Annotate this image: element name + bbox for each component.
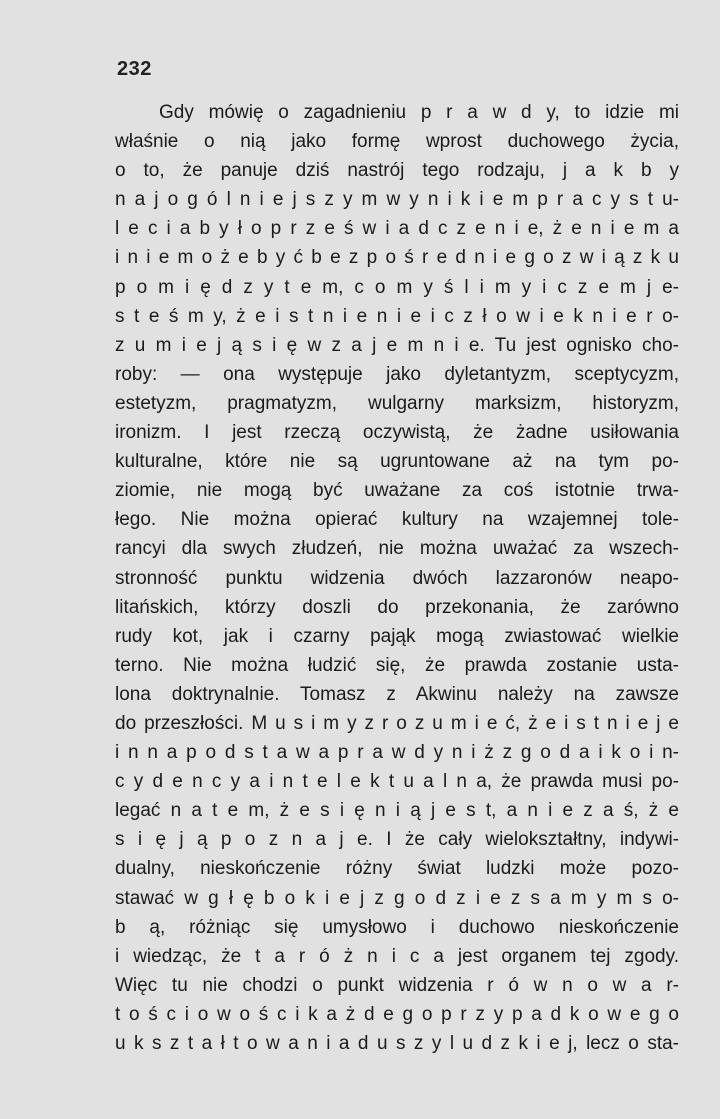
text-line: b ą, różniąc się umysłowo i duchowo nieskończenie [115, 916, 679, 938]
text-line: Więc tu nie chodzi o punkt widzenia r ó w n o w a r- [115, 974, 679, 996]
text-line: estetyzm, pragmatyzm, wulgarny marksizm, historyzm, [115, 392, 679, 414]
text-line: terno. Nie można łudzić się, że prawda zostanie usta- [115, 654, 679, 676]
body-text [115, 98, 679, 1058]
text-line: t o ś c i o w o ś c i k a ż d e g o p r z y p a d k o w e g o [115, 1003, 679, 1025]
text-line: legać n a t e m, ż e s i ę n i ą j e s t, a n i e z a ś, ż e [115, 800, 679, 822]
text-line: stronność punktu widzenia dwóch lazzaronów neapo- [115, 567, 679, 589]
page-number: 232 [117, 58, 152, 80]
text-line: roby: — ona występuje jako dyletantyzm, sceptycyzm, [115, 363, 679, 385]
text-line: łego. Nie można opierać kultury na wzajemnej tole- [115, 509, 679, 531]
text-line: kulturalne, które nie są ugruntowane aż na tym po- [115, 451, 679, 473]
text-line: rudy kot, jak i czarny pająk mogą zwiastować wielkie [115, 625, 679, 647]
text-line: rancyi dla swych złudzeń, nie można uważać za wszech- [115, 538, 679, 560]
text-line: i wiedząc, że t a r ó ż n i c a jest organem tej zgody. [115, 945, 679, 967]
text-line: o to, że panuje dziś nastrój tego rodzaju, j a k b y [115, 160, 679, 182]
text-line: i n n a p o d s t a w a p r a w d y n i ż z g o d a i k o i n- [115, 742, 679, 764]
text-line: l e c i a b y ł o p r z e ś w i a d c z e n i e, ż e n i e m a [115, 218, 679, 240]
text-line: dualny, nieskończenie różny świat ludzki może pozo- [115, 858, 679, 880]
text-line: właśnie o nią jako formę wprost duchowego życia, [115, 131, 679, 153]
text-line: u k s z t a ł t o w a n i a d u s z y l u d z k i e j, lecz o sta- [115, 1033, 679, 1054]
text-line: s t e ś m y, ż e i s t n i e n i e i c z ł o w i e k n i e r o- [115, 305, 679, 327]
text-line: Gdy mówię o zagadnieniu p r a w d y, to idzie mi [159, 102, 679, 123]
text-line: stawać w g ł ę b o k i e j z g o d z i e z s a m y m s o- [115, 887, 679, 909]
text-line: i n i e m o ż e b y ć b e z p o ś r e d n i e g o z w i ą z k u [115, 247, 679, 269]
text-line: n a j o g ó l n i e j s z y m w y n i k i e m p r a c y s t u- [115, 189, 679, 211]
text-line: s i ę j ą p o z n a j e. I że cały wielokształtny, indywi- [115, 829, 679, 851]
text-line: lona doktrynalnie. Tomasz z Akwinu należy na zawsze [115, 683, 679, 705]
text-line: c y d e n c y a i n t e l e k t u a l n a, że prawda musi po- [115, 771, 679, 793]
text-line: ziomie, nie mogą być uważane za coś istotnie trwa- [115, 480, 679, 502]
text-line: litańskich, którzy doszli do przekonania, że zarówno [115, 596, 679, 618]
text-line: do przeszłości. M u s i m y z r o z u m i e ć, ż e i s t n i e j e [115, 712, 679, 734]
text-line: p o m i ę d z y t e m, c o m y ś l i m y i c z e m j e- [115, 276, 679, 298]
text-line: ironizm. I jest rzeczą oczywistą, że żadne usiłowania [115, 422, 679, 444]
text-line: z u m i e j ą s i ę w z a j e m n i e. Tu jest ognisko cho- [115, 334, 679, 356]
